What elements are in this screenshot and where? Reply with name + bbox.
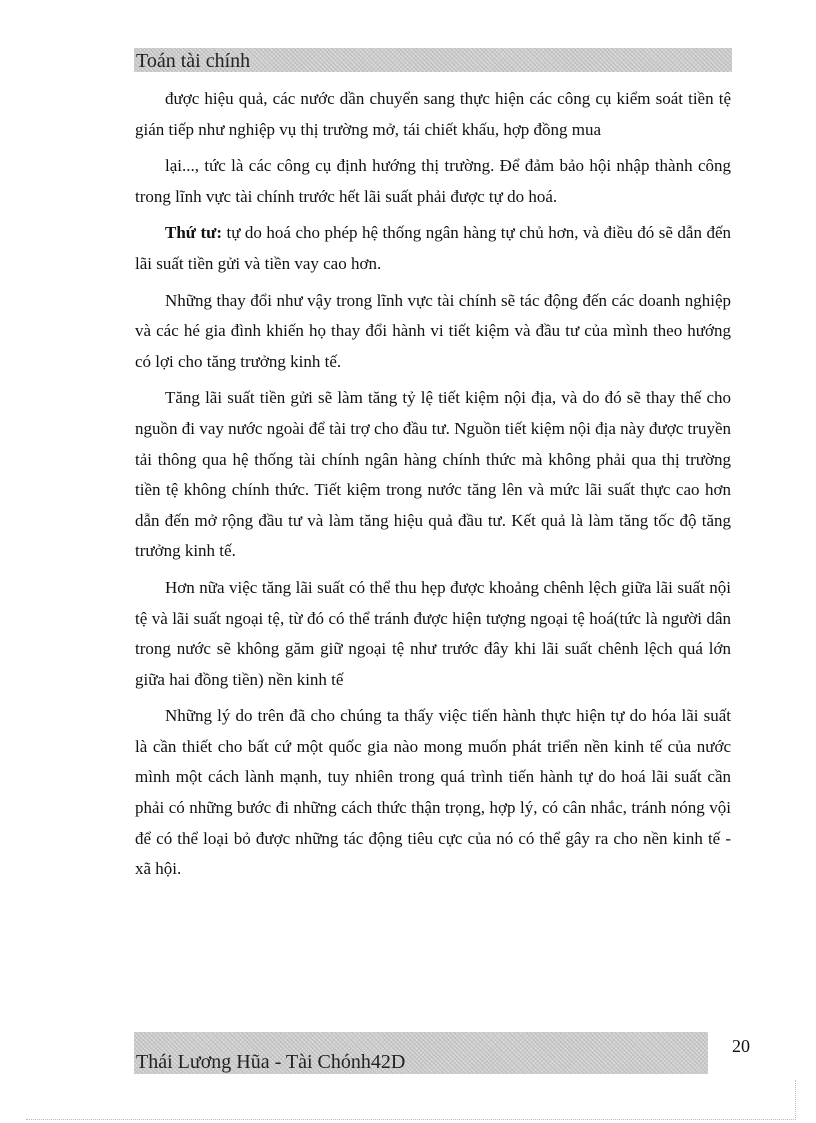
paragraph-2-label: Thứ tư: bbox=[165, 223, 223, 243]
footer-author: Thái Lương Hũa - Tài Chónh42D bbox=[136, 1051, 406, 1073]
page-border-right bbox=[795, 1080, 796, 1120]
paragraph-1a: được hiệu quả, các nước dần chuyển sang thực hiện các công cụ kiểm soát tiền tệ gián tiếp như nghiệp vụ thị trường mở, tái chiết khấu, hợp đồng mua bbox=[135, 89, 731, 139]
page-body bbox=[135, 84, 731, 891]
page-number: 20 bbox=[732, 1036, 750, 1056]
paragraph-1b: lại..., tức là các công cụ định hướng thị trường. Để đảm bảo hội nhập thành công trong lĩnh vực tài chính trước hết lãi suất phải được tự do hoá. bbox=[135, 156, 731, 206]
paragraph-2 bbox=[135, 218, 731, 279]
footer-bar bbox=[134, 1032, 708, 1074]
header-title: Toán tài chính bbox=[136, 50, 251, 72]
paragraph-2-text: tự do hoá cho phép hệ thống ngân hàng tự chủ hơn, và điều đó sẽ dẫn đến lãi suất tiền gửi và tiền vay cao hơn. bbox=[135, 223, 731, 273]
page-border-bottom bbox=[26, 1119, 796, 1120]
paragraph-3: Những thay đổi như vậy trong lĩnh vực tài chính sẽ tác động đến các doanh nghiệp và các hé gia đình khiến họ thay đổi hành vi tiết kiệm và đầu tư của mình theo hướng có lợi cho tăng trưởng kinh tế. bbox=[135, 290, 731, 371]
paragraph-5: Hơn nữa việc tăng lãi suất có thể thu hẹp được khoảng chênh lệch giữa lãi suất nội tệ và lãi suất ngoại tệ, từ đó có thể tránh được hiện tượng ngoại tệ hoá(tức là người dân trong nước sẽ không găm giữ ngoại tệ như trước đây khi lãi suất chênh lệch quá lớn giữa hai đồng tiền) nền kinh tế bbox=[135, 577, 731, 689]
paragraph-6: Những lý do trên đã cho chúng ta thấy việc tiến hành thực hiện tự do hóa lãi suất là cần thiết cho bất cứ một quốc gia nào mong muốn phát triển nền kinh tế của nước mình một cách lành mạnh, tuy nhiên trong quá trình tiến hành tự do hoá lãi suất cần phải có những bước đi những cách thức thận trọng, hợp lý, có cân nhắc, tránh nóng vội để có thể loại bỏ được những tác động tiêu cực của nó có thể gây ra cho nền kinh tế - xã hội. bbox=[135, 706, 731, 879]
paragraph-4: Tăng lãi suất tiền gửi sẽ làm tăng tỷ lệ tiết kiệm nội địa, và do đó sẽ thay thế cho nguồn đi vay nước ngoài để tài trợ cho đầu tư. Nguồn tiết kiệm nội địa này được truyền tải thông qua hệ thống tài chính ngân hàng chính thức mà không phải qua thị trường tiền tệ không chính thức. Tiết kiệm trong nước tăng lên và mức lãi suất thực cao hơn dẫn đến mở rộng đầu tư và làm tăng hiệu quả đầu tư. Kết quả là làm tăng tốc độ tăng trưởng kinh tế. bbox=[135, 388, 731, 561]
header-bar bbox=[134, 48, 732, 72]
